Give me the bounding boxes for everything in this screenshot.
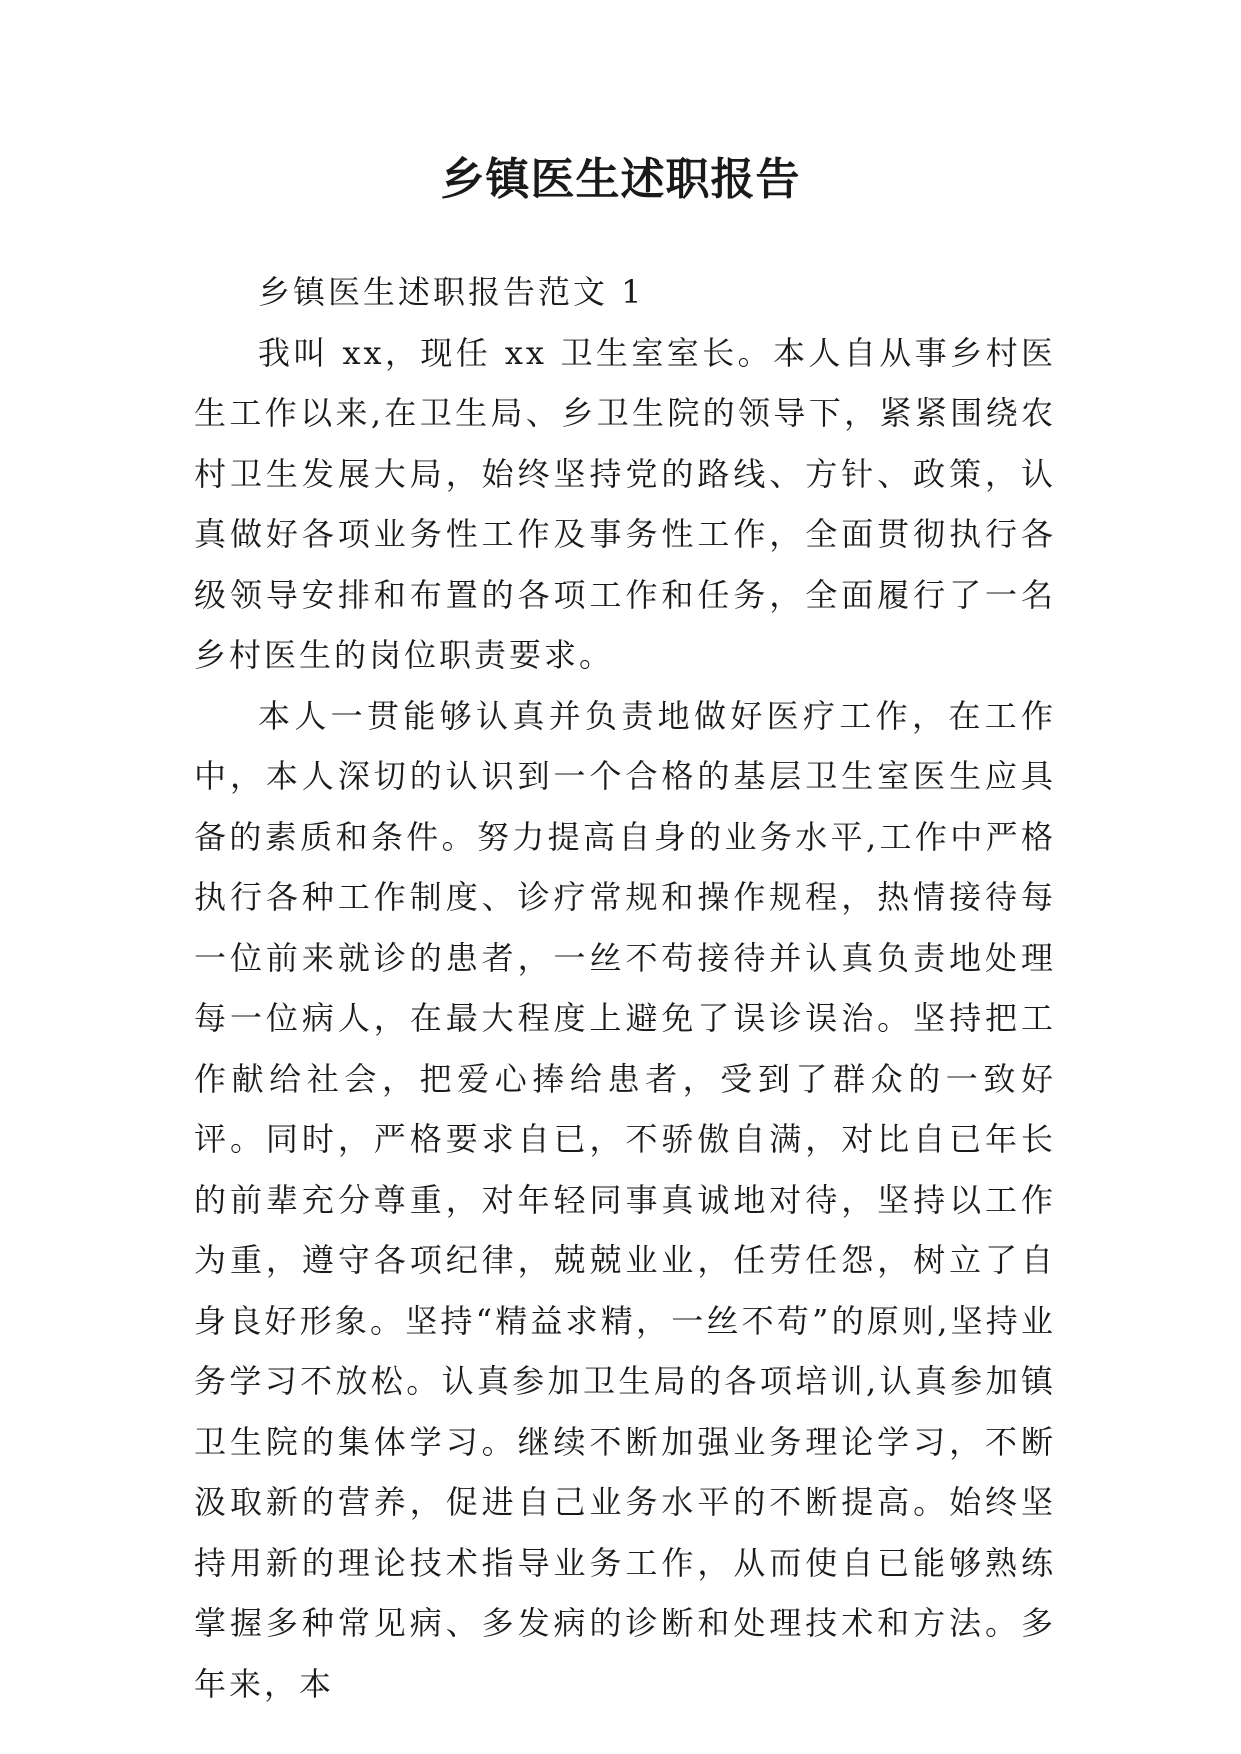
paragraph-1: 我叫 xx，现任 xx 卫生室室长。本人自从事乡村医生工作以来,在卫生局、乡卫生院的领导下，紧紧围绕农村卫生发展大局，始终坚持党的路线、方针、政策，认真做好各项业务性工作及事务性工作，全面贯彻执行各级领导安排和布置的各项工作和任务，全面履行了一名乡村医生的岗位职责要求。 [194,333,1056,674]
document-title: 乡镇医生述职报告 [440,154,801,205]
paragraph-2: 本人一贯能够认真并负责地做好医疗工作，在工作中，本人深切的认识到一个合格的基层卫生室医生应具备的素质和条件。努力提高自身的业务水平,工作中严格执行各种工作制度、诊疗常规和操作规程，热情接待每一位前来就诊的患者，一丝不苟接待并认真负责地处理每一位病人，在最大程度上避免了误诊误治。坚持把工作献给社会，把爱心捧给患者，受到了群众的一致好评。同时，严格要求自已，不骄傲自满，对比自已年长的前辈充分尊重，对年轻同事真诚地对待，坚持以工作为重，遵守各项纪律，兢兢业业，任劳任怨，树立了自身良好形象。坚持“精益求精，一丝不苟”的原则,坚持业务学习不放松。认真参加卫生局的各项培训,认真参加镇卫生院的集体学习。继续不断加强业务理论学习，不断汲取新的营养，促进自己业务水平的不断提高。始终坚持用新的理论技术指导业务工作，从而使自已能够熟练掌握多种常见病、多发病的诊断和处理技术和方法。多年来，本 [194,696,1056,1703]
section-heading: 乡镇医生述职报告范文 1 [258,273,645,311]
document-body [194,262,1056,1714]
